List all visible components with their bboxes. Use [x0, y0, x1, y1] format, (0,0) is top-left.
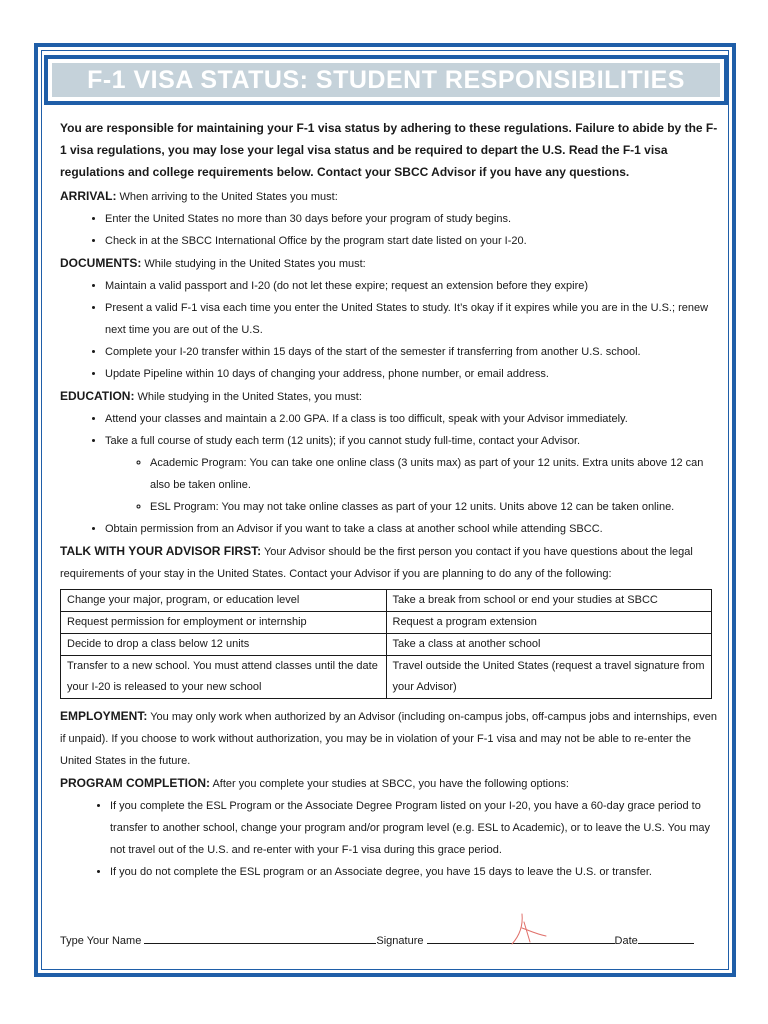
- table-cell: Travel outside the United States (request a travel signature from your Advisor): [386, 656, 712, 699]
- advisor-section: [60, 540, 720, 585]
- list-item: • Complete your I-20 transfer within 15 days of the start of the semester if transferring from another U.S. school.: [105, 341, 720, 363]
- list-item: • Attend your classes and maintain a 2.00 GPA. If a class is too difficult, speak with your Advisor immediately.: [105, 408, 720, 430]
- sub-list-item: ◦ Academic Program: You can take one online class (3 units max) as part of your 12 units. Extra units above 12 can also be taken online.: [150, 452, 720, 496]
- advisor-table: [60, 589, 712, 699]
- documents-lead: While studying in the United States you must:: [141, 258, 366, 270]
- employment-heading: EMPLOYMENT:: [60, 709, 148, 723]
- education-heading: EDUCATION:: [60, 389, 135, 403]
- pen-mark-icon: [508, 912, 548, 948]
- list-item-text: Take a full course of study each term (12 units); if you cannot study full-time, contact your Advisor.: [105, 435, 581, 447]
- list-item: • Enter the United States no more than 30 days before your program of study begins.: [105, 208, 720, 230]
- date-field[interactable]: [638, 933, 694, 944]
- signature-line: [60, 933, 694, 947]
- table-cell: Transfer to a new school. You must attend classes until the date your I-20 is released to your new school: [61, 656, 387, 699]
- advisor-lead: Your Advisor should be the first person you contact if you have questions about the legal requirements of your stay in the United States. Contact your Advisor if you are planning to do any of the following:: [60, 546, 693, 580]
- arrival-section: [60, 185, 720, 208]
- education-list: [60, 408, 720, 540]
- table-row: [61, 634, 712, 656]
- list-item: • Check in at the SBCC International Office by the program start date listed on your I-20.: [105, 230, 720, 252]
- list-item: • Present a valid F-1 visa each time you enter the United States to study. It’s okay if it expires while you are in the U.S.; renew next time you are out of the U.S.: [105, 297, 720, 341]
- employment-text: You may only work when authorized by an Advisor (including on-campus jobs, off-campus jobs and internships, even if unpaid). If you choose to work without authorization, you may be in violation of your F-1 visa and may not be able to re-enter the United States in the future.: [60, 711, 718, 767]
- title-banner: [44, 55, 728, 105]
- table-cell: Take a break from school or end your studies at SBCC: [386, 590, 712, 612]
- list-item: • If you do not complete the ESL program or an Associate degree, you have 15 days to leave the U.S. or transfer.: [110, 861, 720, 883]
- table-row: [61, 656, 712, 699]
- document-body: [60, 117, 720, 883]
- date-label: Date: [614, 935, 638, 947]
- table-cell: Request a program extension: [386, 612, 712, 634]
- documents-section: [60, 252, 720, 275]
- education-section: [60, 385, 720, 408]
- arrival-lead: When arriving to the United States you must:: [116, 191, 338, 203]
- list-item: • Maintain a valid passport and I-20 (do not let these expire; request an extension before they expire): [105, 275, 720, 297]
- completion-section: [60, 772, 720, 795]
- arrival-heading: ARRIVAL:: [60, 189, 117, 203]
- table-row: [61, 612, 712, 634]
- completion-lead: After you complete your studies at SBCC, you have the following options:: [210, 778, 569, 790]
- documents-heading: DOCUMENTS:: [60, 256, 142, 270]
- employment-section: [60, 705, 720, 772]
- page-title: F-1 VISA STATUS: STUDENT RESPONSIBILITIES: [87, 66, 685, 94]
- list-item: • Update Pipeline within 10 days of changing your address, phone number, or email address.: [105, 363, 720, 385]
- list-item: • If you complete the ESL Program or the Associate Degree Program listed on your I-20, you have a 60-day grace period to transfer to another school, change your program and/or program level (e.g. ESL to Academic), or to leave the U.S. You may not travel out of the U.S. and re-enter with your F-1 visa during this grace period.: [110, 795, 720, 861]
- education-lead: While studying in the United States, you must:: [134, 391, 362, 403]
- table-cell: Take a class at another school: [386, 634, 712, 656]
- advisor-heading: TALK WITH YOUR ADVISOR FIRST:: [60, 544, 262, 558]
- signature-label: Signature: [376, 935, 427, 947]
- table-cell: Request permission for employment or internship: [61, 612, 387, 634]
- arrival-list: [60, 208, 720, 252]
- documents-list: [60, 275, 720, 385]
- completion-heading: PROGRAM COMPLETION:: [60, 776, 210, 790]
- sub-list-item: ◦ ESL Program: You may not take online classes as part of your 12 units. Units above 12 can be taken online.: [150, 496, 720, 518]
- list-item: • Obtain permission from an Advisor if you want to take a class at another school while attending SBCC.: [105, 518, 720, 540]
- intro-paragraph: You are responsible for maintaining your F-1 visa status by adhering to these regulations. Failure to abide by the F-1 visa regulations, you may lose your legal visa status and be required to depart the U.S. Read the F-1 visa regulations and college requirements below. Contact your SBCC Advisor if you have any questions.: [60, 121, 718, 179]
- name-label: Type Your Name: [60, 935, 145, 947]
- name-field[interactable]: [144, 933, 376, 944]
- completion-list: [60, 795, 720, 883]
- table-row: [61, 590, 712, 612]
- table-cell: Decide to drop a class below 12 units: [61, 634, 387, 656]
- table-cell: Change your major, program, or education level: [61, 590, 387, 612]
- education-sublist: [105, 452, 720, 518]
- list-item: [105, 430, 720, 518]
